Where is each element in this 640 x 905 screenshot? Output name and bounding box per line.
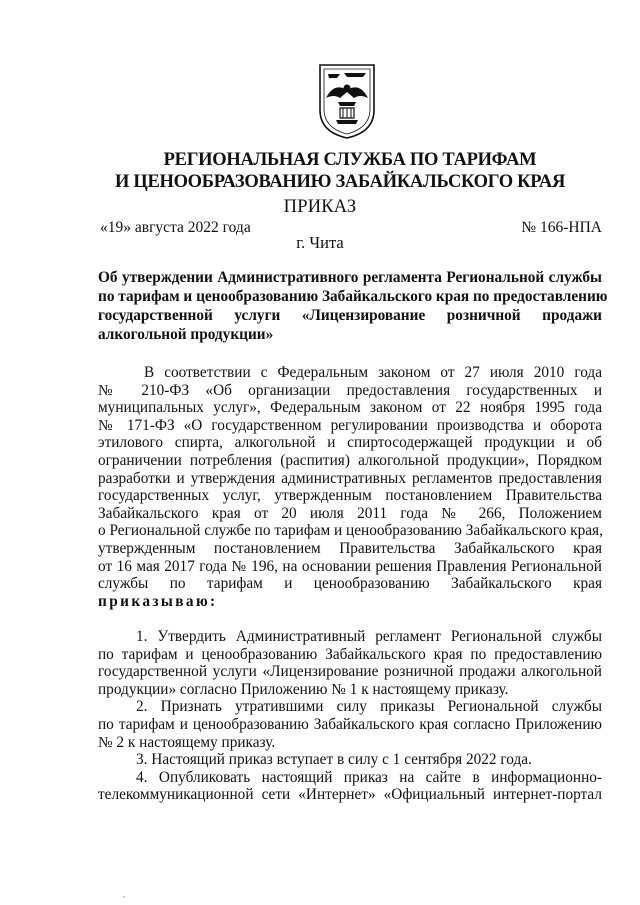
preamble-line: государственных услуг, утвержденным постановлением Правительства bbox=[98, 487, 602, 505]
document-title bbox=[98, 268, 608, 344]
preamble-line: службы по тарифам и ценообразованию Забайкальского края bbox=[98, 575, 602, 593]
organization-name-line2: И ЦЕНООБРАЗОВАНИЮ ЗАБАЙКАЛЬСКОГО КРАЯ bbox=[114, 172, 566, 192]
item-line: № 2 к настоящему приказу. bbox=[98, 733, 276, 751]
order-items bbox=[98, 628, 602, 804]
item-line: телекоммуникационной сети «Интернет» «Официальный интернет-портал bbox=[98, 786, 602, 804]
preamble-line: Забайкальского края от 20 июля 2011 года № 266, Положением bbox=[98, 504, 602, 522]
coat-of-arms-icon bbox=[316, 62, 378, 140]
item-line: 4. Опубликовать настоящий приказ на сайте в информационно- bbox=[136, 768, 602, 786]
preamble-line: № 210-ФЗ «Об организации предоставления государственных и bbox=[98, 381, 602, 399]
preamble-line: ограничении потребления (распития) алкогольной продукции», Порядком bbox=[98, 451, 602, 469]
item-line: по тарифам и ценообразованию Забайкальского края согласно Приложению bbox=[98, 715, 602, 733]
preamble-line: этилового спирта, алкогольной и спиртосодержащей продукции и об bbox=[98, 434, 602, 452]
preamble-line: муниципальных услуг», Федеральным законом от 22 ноября 1995 года bbox=[98, 399, 602, 417]
title-line: алкогольной продукции» bbox=[98, 326, 274, 343]
preamble-line: В соответствии с Федеральным законом от 27 июля 2010 года bbox=[144, 364, 602, 381]
title-line: Об утверждении Административного регламента Региональной службы bbox=[98, 269, 602, 286]
preamble-line: утвержденным постановлением Правительства Забайкальского края bbox=[98, 539, 602, 557]
preamble-paragraph bbox=[98, 364, 602, 610]
document-city: г. Чита bbox=[296, 233, 344, 252]
scan-speck bbox=[123, 896, 125, 898]
preamble-line: от 16 мая 2017 года № 196, на основании решения Правления Региональной bbox=[98, 557, 602, 575]
preamble-line: о Региональной службе по тарифам и ценообразованию Забайкальского края, bbox=[98, 522, 603, 540]
item-line: 2. Признать утратившими силу приказы Региональной службы bbox=[136, 698, 602, 716]
item-line: 1. Утвердить Административный регламент Региональной службы bbox=[136, 628, 602, 645]
order-word: приказываю: bbox=[98, 592, 218, 610]
item-line: по тарифам и ценообразованию Забайкальского края по предоставлению bbox=[98, 645, 602, 663]
item-line: 3. Настоящий приказ вступает в силу с 1 сентября 2022 года. bbox=[136, 751, 532, 769]
item-line: государственной услуги «Лицензирование розничной продажи алкогольной bbox=[98, 663, 602, 681]
preamble-line: № 171-ФЗ «О государственном регулировании производства и оборота bbox=[98, 416, 602, 434]
title-line: государственной услуги «Лицензирование розничной продажи bbox=[98, 307, 602, 324]
title-line: по тарифам и ценообразованию Забайкальского края по предоставлению bbox=[98, 288, 608, 305]
document-number: № 166-НПА bbox=[521, 219, 602, 236]
document-date: «19» августа 2022 года bbox=[100, 219, 251, 236]
item-line: продукции» согласно Приложению № 1 к настоящему приказу. bbox=[98, 680, 509, 698]
document-type: ПРИКАЗ bbox=[283, 197, 357, 217]
organization-name-line1: РЕГИОНАЛЬНАЯ СЛУЖБА ПО ТАРИФАМ bbox=[163, 150, 537, 170]
preamble-line: разработки и утверждения административных регламентов предоставления bbox=[98, 469, 602, 487]
